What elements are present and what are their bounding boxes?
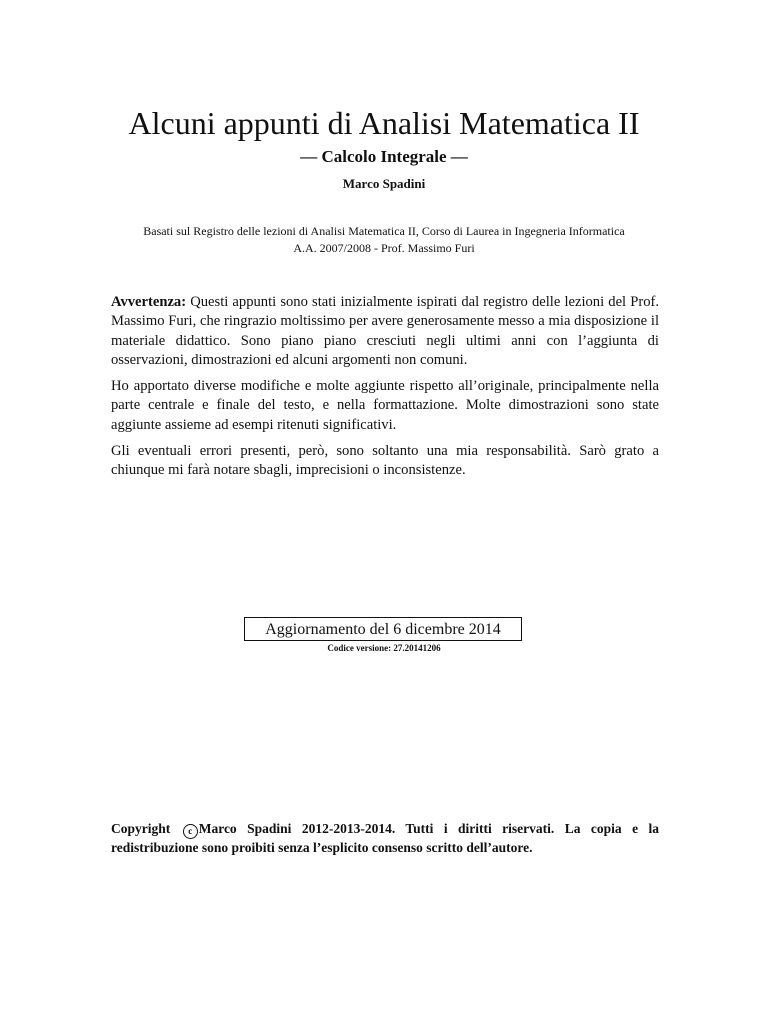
based-on-note [0,223,768,257]
version-code: Codice versione: 27.20141206 [327,643,441,653]
document-subtitle: — Calcolo Integrale — [300,147,468,166]
notice-paragraph-1 [111,293,659,370]
notice-section [111,293,659,488]
notice-label: Avvertenza: [111,294,187,310]
copyright-text: Marco Spadini 2012-2013-2014. Tutti i diritti riservati. La copia e la redistribuzione sono proibiti senza l’esplicito consenso scritto dell’autore. [111,821,660,855]
copyright-icon: c [183,824,198,839]
document-author: Marco Spadini [342,176,426,191]
based-on-line-2: A.A. 2007/2008 - Prof. Massimo Furi [293,241,475,255]
based-on-line-1: Basati sul Registro delle lezioni di Analisi Matematica II, Corso di Laurea in Ingegneria Informatica [143,224,625,238]
update-date-box: Aggiornamento del 6 dicembre 2014 [244,617,522,641]
notice-paragraph-2: Ho apportato diverse modifiche e molte aggiunte rispetto all’originale, principalmente nella parte centrale e finale del testo, e nella formattazione. Molte dimostrazioni sono state aggiunte assieme ad esempi ritenuti significativi. [111,378,659,433]
copyright-prefix: Copyright [111,821,171,836]
notice-paragraph-1-text: Questi appunti sono stati inizialmente ispirati dal registro delle lezioni del Prof. Massimo Furi, che ringrazio moltissimo per avere generosamente messo a mia disposizione il materiale didattico. Sono piano piano cresciuti negli ultimi anni con l’aggiunta di osservazioni, dimostrazioni ed alcuni argomenti non comuni. [111,294,659,368]
document-title: Alcuni appunti di Analisi Matematica II [128,105,640,141]
notice-paragraph-3: Gli eventuali errori presenti, però, sono soltanto una mia responsabilità. Sarò grato a chiunque mi farà notare sbagli, imprecisioni o inconsistenze. [111,443,659,479]
copyright-notice [111,820,659,857]
